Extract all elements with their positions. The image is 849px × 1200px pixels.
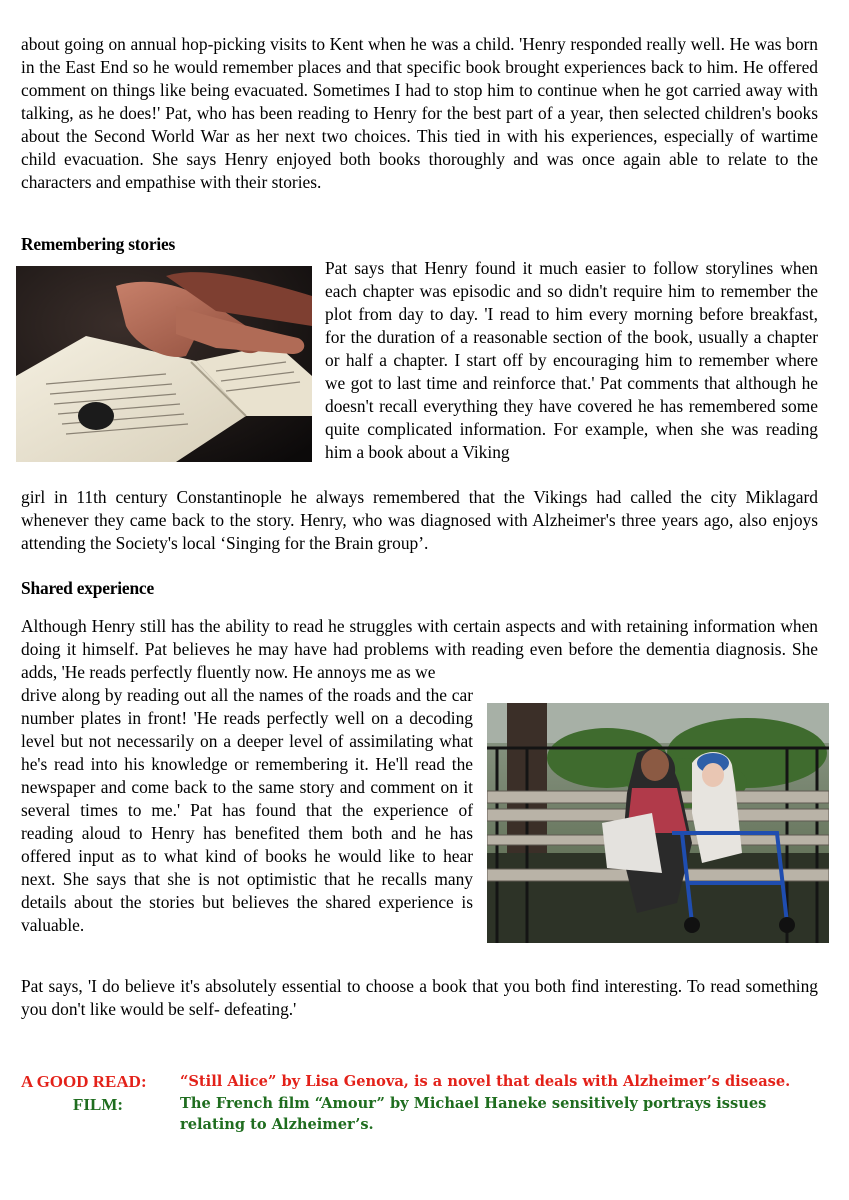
intro-paragraph: about going on annual hop-picking visits to Kent when he was a child. 'Henry responded really well. He was born in the East End so he would remember places and that specific book brought experiences back to him. He offered comment on things like being evacuated. Sometimes I had to stop him to continue when he got carried away with talking, as he does!' Pat, who has been reading to Henry for the best part of a year, then selected children's books about the Second World War as her next two choices. This tied in with his experiences, especially of wartime child evacuation. She says Henry enjoyed both books thoroughly and was once again able to relate to the characters and empathise with their stories.	[21, 34, 818, 192]
section-heading-shared: Shared experience	[21, 578, 154, 598]
shared-paragraph-beside-image: drive along by reading out all the names of the roads and the car number plates in front! 'He reads perfectly well on a decoding level but not necessarily on a deeper level of assimilating what he's read into his knowledge or remembering it. He'll read the newspaper and come back to the same story and comment on it several times to me.' Pat has found that the experience of reading aloud to Henry has benefited them both and he has offered input as to what kind of books he would like to hear next. She says that she is not optimistic that he recalls many details about the stories but believes the shared experience is valuable.	[21, 685, 473, 935]
park-bench-photo	[487, 703, 829, 943]
shared-paragraph-full-width: Although Henry still has the ability to read he struggles with certain aspects and with retaining information when doing it himself. Pat believes he may have had problems with reading even before the dementia diagnosis. She adds, 'He reads perfectly fluently now. He annoys me as we	[21, 616, 818, 682]
section-heading-remembering: Remembering stories	[21, 234, 176, 254]
remembering-paragraph-beside-image: Pat says that Henry found it much easier to follow storylines when each chapter was episodic and so didn't require him to remember the plot from day to day. 'I read to him every morning before breakfast, for the duration of a reasonable section of the book, usually a chapter or half a chapter. I start off by encouraging him to remember where we got to last time and reinforce that.' Pat comments that although he doesn't recall everything they have covered he has remembered some quite complicated information. For example, when she was reading him a book about a Viking	[325, 258, 818, 462]
good-read-text: “Still Alice” by Lisa Genova, is a novel that deals with Alzheimer’s disease.	[180, 1073, 791, 1090]
film-text: The French film “Amour” by Michael Haneke sensitively portrays issues relating to Alzheimer’s.	[180, 1095, 767, 1133]
book-reading-photo	[16, 266, 312, 462]
good-read-label: A GOOD READ:	[21, 1072, 147, 1091]
closing-paragraph: Pat says, 'I do believe it's absolutely essential to choose a book that you both find interesting. To read something you don't like would be self- defeating.'	[21, 976, 818, 1019]
film-label: FILM:	[73, 1095, 124, 1114]
remembering-paragraph-full-width: girl in 11th century Constantinople he always remembered that the Vikings had called the city Miklagard whenever they came back to the story. Henry, who was diagnosed with Alzheimer's three years ago, also enjoys attending the Society's local ‘Singing for the Brain group’.	[21, 487, 818, 553]
